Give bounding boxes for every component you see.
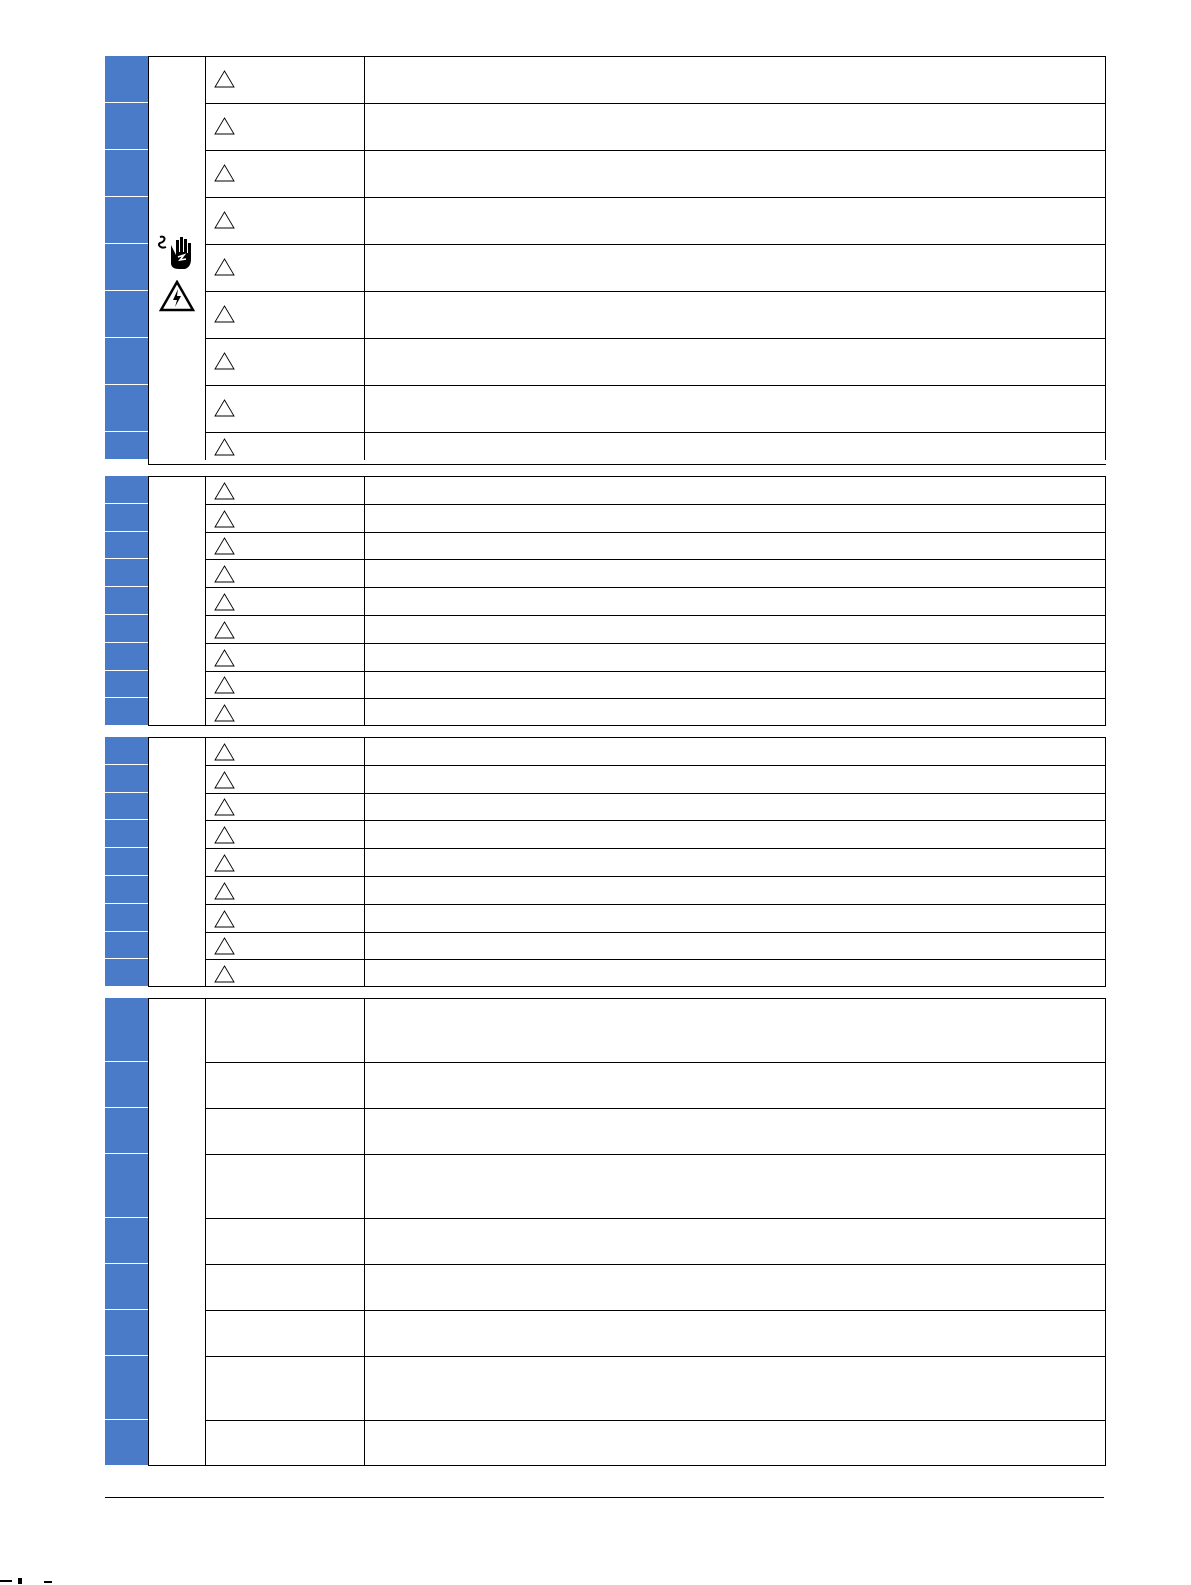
row-marker: [105, 820, 148, 847]
warning-triangle-icon: [214, 482, 235, 500]
row-text-cell: [364, 737, 1106, 765]
table-row: [105, 1218, 1106, 1264]
row-symbol-cell: [205, 56, 364, 103]
row-symbol-cell: [205, 1356, 364, 1420]
row-marker: [105, 793, 148, 820]
row-text-cell: [364, 1062, 1106, 1108]
row-text-cell: [364, 1108, 1106, 1154]
row-text-cell: [364, 197, 1106, 244]
row-marker: [105, 291, 148, 337]
table-row: [105, 1264, 1106, 1310]
row-marker: [105, 848, 148, 875]
row-text-cell: [364, 385, 1106, 432]
warning-triangle-icon: [214, 621, 235, 639]
row-marker: [105, 1264, 148, 1309]
row-text-cell: [364, 848, 1106, 876]
row-symbol-cell: [205, 197, 364, 244]
row-symbol-cell: [205, 559, 364, 587]
row-marker: [105, 504, 148, 531]
row-marker: [105, 385, 148, 431]
row-symbol-cell: [205, 1108, 364, 1154]
row-symbol-cell: [205, 820, 364, 848]
warning-triangle-icon: [214, 537, 235, 555]
table-section-3: [105, 737, 1106, 987]
warning-triangle-icon: [214, 937, 235, 955]
row-symbol-cell: [205, 737, 364, 765]
row-text-cell: [364, 793, 1106, 821]
row-symbol-cell: [205, 1264, 364, 1310]
row-text-cell: [364, 615, 1106, 643]
row-marker: [105, 1218, 148, 1263]
row-marker: [105, 197, 148, 243]
row-marker: [105, 338, 148, 384]
table-row: [105, 1356, 1106, 1420]
table-row: [105, 432, 1106, 460]
row-marker: [105, 56, 148, 102]
page-edge-mark: [0, 1578, 60, 1585]
row-text-cell: [364, 338, 1106, 385]
warning-triangle-icon: [214, 510, 235, 528]
table-row: [105, 150, 1106, 197]
row-symbol-cell: [205, 432, 364, 460]
row-marker: [105, 587, 148, 614]
table-row: [105, 671, 1106, 699]
row-symbol-cell: [205, 103, 364, 150]
row-marker: [105, 932, 148, 959]
row-text-cell: [364, 150, 1106, 197]
warning-triangle-icon: [214, 565, 235, 583]
row-symbol-cell: [205, 150, 364, 197]
table-row: [105, 1108, 1106, 1154]
row-symbol-cell: [205, 1420, 364, 1466]
row-text-cell: [364, 1356, 1106, 1420]
row-marker: [105, 1062, 148, 1107]
row-symbol-cell: [205, 848, 364, 876]
row-marker: [105, 698, 148, 725]
row-symbol-cell: [205, 698, 364, 726]
warning-triangle-icon: [214, 117, 235, 135]
warning-triangle-icon: [214, 676, 235, 694]
row-symbol-cell: [205, 1154, 364, 1218]
table-row: [105, 765, 1106, 793]
warning-triangle-icon: [214, 798, 235, 816]
row-symbol-cell: [205, 998, 364, 1062]
warning-triangle-icon: [214, 211, 235, 229]
table-row: [105, 820, 1106, 848]
row-symbol-cell: [205, 765, 364, 793]
row-symbol-cell: [205, 932, 364, 960]
table-row: [105, 385, 1106, 432]
row-symbol-cell: [205, 793, 364, 821]
table-section-2: [105, 476, 1106, 726]
row-text-cell: [364, 559, 1106, 587]
row-symbol-cell: [205, 959, 364, 987]
warning-triangle-icon: [214, 649, 235, 667]
warning-triangle-icon: [214, 826, 235, 844]
row-text-cell: [364, 765, 1106, 793]
row-marker: [105, 671, 148, 698]
warning-triangle-icon: [214, 438, 235, 456]
row-marker: [105, 876, 148, 903]
table-section-1: [105, 56, 1106, 465]
row-marker: [105, 476, 148, 503]
row-symbol-cell: [205, 385, 364, 432]
row-symbol-cell: [205, 1218, 364, 1264]
row-text-cell: [364, 1264, 1106, 1310]
table-row: [105, 698, 1106, 726]
row-marker: [105, 532, 148, 559]
row-text-cell: [364, 820, 1106, 848]
table-row: [105, 932, 1106, 960]
row-text-cell: [364, 244, 1106, 291]
row-marker: [105, 1356, 148, 1419]
table-row: [105, 904, 1106, 932]
table-section-4: [105, 998, 1106, 1466]
table-row: [105, 643, 1106, 671]
row-symbol-cell: [205, 643, 364, 671]
warning-triangle-icon: [214, 258, 235, 276]
row-text-cell: [364, 1218, 1106, 1264]
table-row: [105, 848, 1106, 876]
table-row: [105, 587, 1106, 615]
row-text-cell: [364, 1310, 1106, 1356]
table-row: [105, 103, 1106, 150]
row-marker: [105, 559, 148, 586]
row-text-cell: [364, 698, 1106, 726]
table-row: [105, 615, 1106, 643]
row-text-cell: [364, 876, 1106, 904]
row-marker: [105, 244, 148, 290]
warning-triangle-icon: [214, 704, 235, 722]
row-symbol-cell: [205, 904, 364, 932]
row-text-cell: [364, 643, 1106, 671]
table-row: [105, 197, 1106, 244]
table-row: [105, 56, 1106, 103]
row-text-cell: [364, 476, 1106, 504]
warning-triangle-icon: [214, 399, 235, 417]
row-marker: [105, 998, 148, 1061]
warning-triangle-icon: [214, 743, 235, 761]
row-symbol-cell: [205, 244, 364, 291]
row-marker: [105, 615, 148, 642]
table-row: [105, 559, 1106, 587]
row-marker: [105, 643, 148, 670]
table-row: [105, 1154, 1106, 1218]
row-marker: [105, 765, 148, 792]
warning-triangle-icon: [214, 164, 235, 182]
row-symbol-cell: [205, 1062, 364, 1108]
row-text-cell: [364, 904, 1106, 932]
warning-triangle-icon: [214, 882, 235, 900]
table-row: [105, 876, 1106, 904]
table-row: [105, 532, 1106, 560]
warning-triangle-icon: [214, 910, 235, 928]
table-row: [105, 998, 1106, 1062]
row-text-cell: [364, 103, 1106, 150]
row-marker: [105, 737, 148, 764]
table-row: [105, 244, 1106, 291]
row-marker: [105, 103, 148, 149]
row-text-cell: [364, 959, 1106, 987]
table-row: [105, 737, 1106, 765]
row-symbol-cell: [205, 615, 364, 643]
row-text-cell: [364, 998, 1106, 1062]
warning-triangle-icon: [214, 352, 235, 370]
row-text-cell: [364, 932, 1106, 960]
row-text-cell: [364, 532, 1106, 560]
table-row: [105, 959, 1106, 987]
warning-triangle-icon: [214, 771, 235, 789]
warning-triangle-icon: [214, 965, 235, 983]
row-text-cell: [364, 291, 1106, 338]
row-text-cell: [364, 1154, 1106, 1218]
row-text-cell: [364, 1420, 1106, 1466]
row-marker: [105, 904, 148, 931]
row-symbol-cell: [205, 476, 364, 504]
table-row: [105, 504, 1106, 532]
row-symbol-cell: [205, 532, 364, 560]
table-row: [105, 1420, 1106, 1466]
table-row: [105, 338, 1106, 385]
row-text-cell: [364, 587, 1106, 615]
row-symbol-cell: [205, 504, 364, 532]
warning-triangle-icon: [214, 593, 235, 611]
row-marker: [105, 150, 148, 196]
warning-triangle-icon: [214, 70, 235, 88]
row-symbol-cell: [205, 1310, 364, 1356]
table-row: [105, 291, 1106, 338]
row-symbol-cell: [205, 587, 364, 615]
row-text-cell: [364, 504, 1106, 532]
row-marker: [105, 1420, 148, 1465]
table-row: [105, 476, 1106, 504]
row-symbol-cell: [205, 291, 364, 338]
row-marker: [105, 1310, 148, 1355]
row-text-cell: [364, 432, 1106, 460]
warning-triangle-icon: [214, 305, 235, 323]
warning-triangle-icon: [214, 854, 235, 872]
row-marker: [105, 959, 148, 986]
row-marker: [105, 1154, 148, 1217]
row-symbol-cell: [205, 671, 364, 699]
footer-rule: [105, 1497, 1104, 1498]
row-text-cell: [364, 56, 1106, 103]
row-marker: [105, 1108, 148, 1153]
row-symbol-cell: [205, 338, 364, 385]
table-row: [105, 1062, 1106, 1108]
table-row: [105, 1310, 1106, 1356]
row-symbol-cell: [205, 876, 364, 904]
row-text-cell: [364, 671, 1106, 699]
table-row: [105, 793, 1106, 821]
row-marker: [105, 432, 148, 459]
